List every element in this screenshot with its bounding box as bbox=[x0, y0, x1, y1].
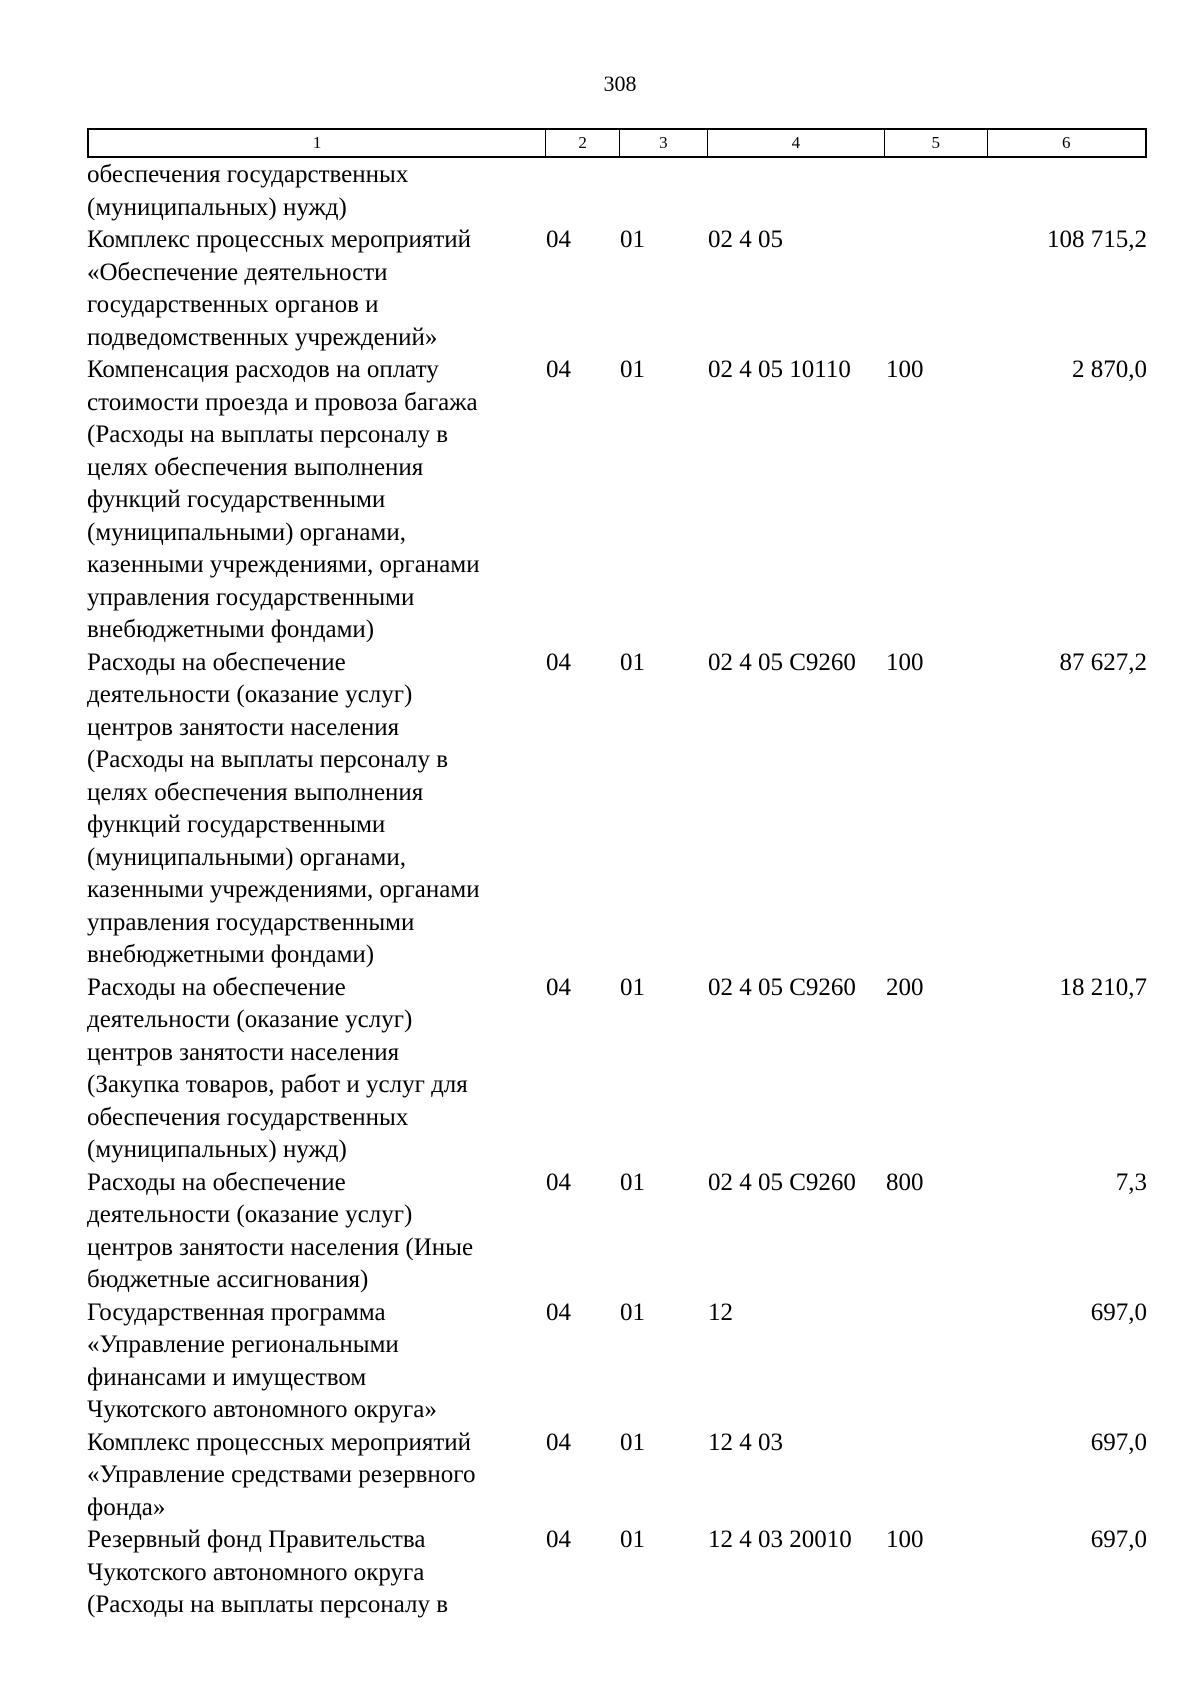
row-name-line: «Обеспечение деятельности bbox=[87, 258, 388, 286]
row-amount: 697,0 bbox=[1090, 1298, 1147, 1326]
row-name-line: обеспечения государственных bbox=[87, 161, 409, 188]
row-name-line: деятельности (оказание услуг) bbox=[87, 1201, 413, 1228]
row-expense-type: 100 bbox=[886, 1526, 924, 1553]
row-amount: 108 715,2 bbox=[1047, 226, 1147, 253]
row-expense-type: 100 bbox=[886, 356, 924, 383]
row-name bbox=[87, 354, 546, 647]
row-name-line: Комплекс процессных мероприятий bbox=[87, 226, 472, 253]
row-name-line: (муниципальными) органами, bbox=[87, 518, 406, 546]
row-section: 04 bbox=[546, 1298, 571, 1326]
row-subsection bbox=[620, 159, 708, 224]
row-expense-type: 800 bbox=[886, 1168, 924, 1196]
row-name-line: управления государственными bbox=[87, 908, 415, 936]
row-subsection: 01 bbox=[620, 1298, 645, 1326]
row-name-line: функций государственными bbox=[87, 486, 386, 513]
row-section: 04 bbox=[546, 648, 571, 676]
row-name-line: центров занятости населения (Иные bbox=[87, 1233, 474, 1261]
row-name bbox=[87, 1524, 546, 1622]
row-target-article bbox=[708, 159, 886, 224]
header-col-5: 5 bbox=[885, 130, 988, 156]
row-section: 04 bbox=[546, 1168, 571, 1196]
row-amount bbox=[989, 159, 1147, 224]
row-name-line: внебюджетными фондами) bbox=[87, 616, 375, 643]
row-name-line: функций государственными bbox=[87, 811, 386, 838]
row-name-line: Чукотского автономного округа bbox=[87, 1558, 425, 1586]
header-col-6: 6 bbox=[1062, 133, 1071, 152]
row-target-article: 12 4 03 20010 bbox=[708, 1526, 852, 1553]
row-amount: 697,0 bbox=[1090, 1428, 1147, 1456]
row-subsection: 01 bbox=[620, 973, 645, 1001]
row-name-line: стоимости проезда и провоза багажа bbox=[87, 388, 478, 416]
header-col-2: 2 bbox=[546, 130, 620, 156]
row-name-line: Расходы на обеспечение bbox=[87, 1168, 346, 1196]
row-name-line: подведомственных учреждений» bbox=[87, 323, 438, 351]
row-section bbox=[546, 159, 620, 224]
row-name-line: Чукотского автономного округа» bbox=[87, 1396, 437, 1423]
row-subsection: 01 bbox=[620, 356, 645, 383]
table-row bbox=[87, 1297, 1147, 1427]
row-name bbox=[87, 1297, 546, 1427]
row-name-line: Расходы на обеспечение bbox=[87, 973, 346, 1001]
row-subsection: 01 bbox=[620, 1168, 645, 1196]
table-body bbox=[87, 159, 1147, 1622]
row-name bbox=[87, 1167, 546, 1297]
row-name-line: целях обеспечения выполнения bbox=[87, 778, 424, 806]
row-name-line: Расходы на обеспечение bbox=[87, 648, 346, 676]
table-row bbox=[87, 224, 1147, 354]
row-name-line: бюджетные ассигнования) bbox=[87, 1266, 369, 1293]
row-name-line: Государственная программа bbox=[87, 1298, 386, 1326]
row-name-line: «Управление региональными bbox=[87, 1331, 399, 1358]
row-name-line: центров занятости населения bbox=[87, 1038, 400, 1066]
row-name-line: фонда» bbox=[87, 1493, 166, 1521]
row-name-line: обеспечения государственных bbox=[87, 1103, 409, 1131]
row-amount: 2 870,0 bbox=[1072, 356, 1147, 383]
row-expense-type bbox=[886, 1427, 989, 1525]
row-target-article: 02 4 05 С9260 bbox=[708, 973, 856, 1001]
row-section: 04 bbox=[546, 1526, 571, 1553]
row-name-line: целях обеспечения выполнения bbox=[87, 453, 424, 481]
row-expense-type: 200 bbox=[886, 973, 924, 1001]
row-name-line: (муниципальных) нужд) bbox=[87, 193, 347, 221]
row-name-line: казенными учреждениями, органами bbox=[87, 876, 480, 903]
row-name-line: (Расходы на выплаты персоналу в bbox=[87, 421, 449, 448]
header-col-4: 4 bbox=[708, 130, 885, 156]
row-name-line: (муниципальными) органами, bbox=[87, 843, 406, 871]
row-name-line: деятельности (оказание услуг) bbox=[87, 681, 413, 708]
row-name bbox=[87, 647, 546, 972]
row-amount: 87 627,2 bbox=[1059, 648, 1147, 676]
row-name bbox=[87, 224, 546, 354]
row-name-line: казенными учреждениями, органами bbox=[87, 551, 480, 578]
row-amount: 7,3 bbox=[1115, 1168, 1147, 1196]
row-section: 04 bbox=[546, 226, 571, 253]
row-name-line: (Закупка товаров, работ и услуг для bbox=[87, 1071, 468, 1098]
row-name-line: деятельности (оказание услуг) bbox=[87, 1006, 413, 1033]
row-amount: 18 210,7 bbox=[1059, 973, 1147, 1001]
row-section: 04 bbox=[546, 1428, 571, 1456]
row-target-article: 02 4 05 10110 bbox=[708, 356, 851, 383]
row-name-line: «Управление средствами резервного bbox=[87, 1461, 476, 1488]
row-section: 04 bbox=[546, 973, 571, 1001]
row-name bbox=[87, 1427, 546, 1525]
row-expense-type bbox=[886, 1297, 989, 1427]
row-name bbox=[87, 159, 546, 224]
header-col-3: 3 bbox=[620, 130, 708, 156]
table-row bbox=[87, 1524, 1147, 1622]
table-row bbox=[87, 647, 1147, 972]
row-subsection: 01 bbox=[620, 1428, 645, 1456]
row-name-line: (Расходы на выплаты персоналу в bbox=[87, 746, 449, 773]
row-name-line: (Расходы на выплаты персоналу в bbox=[87, 1591, 449, 1618]
row-name-line: финансами и имуществом bbox=[87, 1363, 367, 1391]
table-row bbox=[87, 972, 1147, 1167]
row-name-line: управления государственными bbox=[87, 583, 415, 611]
row-name-line: центров занятости населения bbox=[87, 713, 400, 741]
table-row bbox=[87, 1427, 1147, 1525]
row-expense-type bbox=[886, 159, 989, 224]
row-name bbox=[87, 972, 546, 1167]
row-target-article: 02 4 05 С9260 bbox=[708, 648, 856, 676]
row-name-line: Резервный фонд Правительства bbox=[87, 1526, 426, 1553]
row-subsection: 01 bbox=[620, 648, 645, 676]
row-section: 04 bbox=[546, 356, 571, 383]
page-number: 308 bbox=[603, 71, 637, 96]
table-row bbox=[87, 1167, 1147, 1297]
row-name-line: внебюджетными фондами) bbox=[87, 941, 375, 968]
row-expense-type: 100 bbox=[886, 648, 924, 676]
header-col-1: 1 bbox=[89, 130, 546, 156]
row-amount: 697,0 bbox=[1090, 1526, 1147, 1553]
table-header bbox=[87, 128, 1147, 158]
table-row bbox=[87, 354, 1147, 647]
row-name-line: государственных органов и bbox=[87, 291, 379, 318]
row-expense-type bbox=[886, 224, 989, 354]
row-subsection: 01 bbox=[620, 226, 645, 253]
row-subsection: 01 bbox=[620, 1526, 645, 1553]
row-target-article: 02 4 05 bbox=[708, 226, 783, 253]
row-name-line: Комплекс процессных мероприятий bbox=[87, 1428, 472, 1456]
row-target-article: 12 4 03 bbox=[708, 1428, 783, 1456]
row-target-article: 02 4 05 С9260 bbox=[708, 1168, 856, 1196]
table-row bbox=[87, 159, 1147, 224]
row-target-article: 12 bbox=[708, 1298, 733, 1326]
row-name-line: (муниципальных) нужд) bbox=[87, 1136, 347, 1163]
row-name-line: Компенсация расходов на оплату bbox=[87, 356, 439, 383]
